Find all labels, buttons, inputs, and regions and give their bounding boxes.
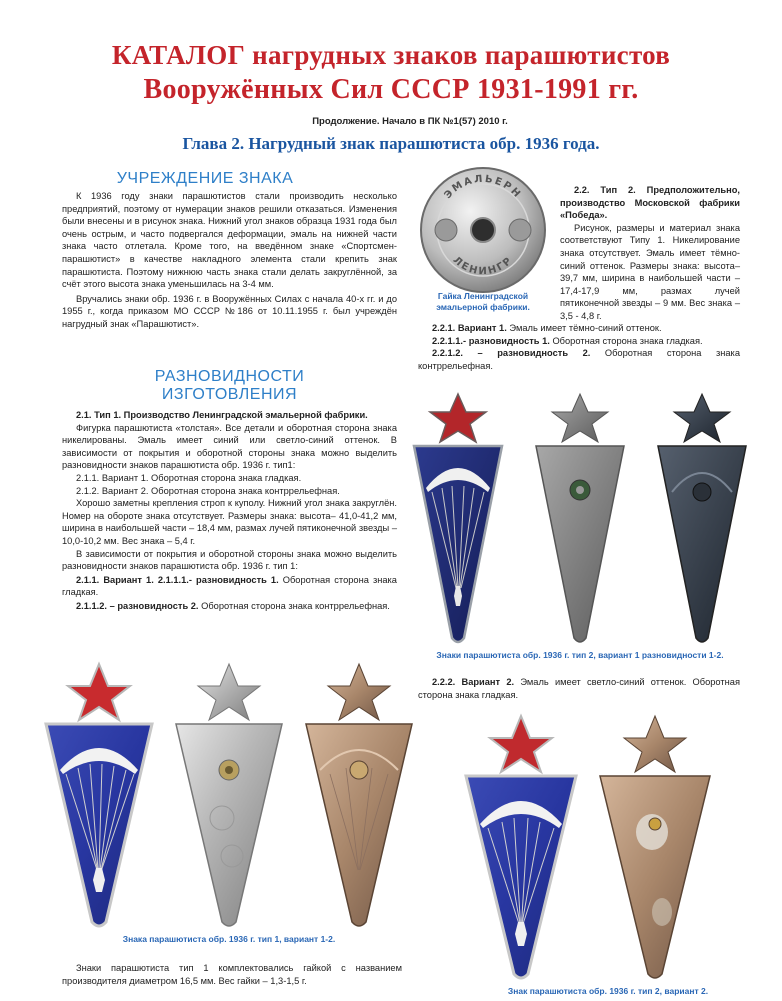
type1-paragraph-2: Хорошо заметны крепления строп к куполу. Нижний угол знака закруглён. Номер на обороте знака отсутствует. Размеры знака: высота– 41,0-41,2 мм, ширина в наибольшей части – 18,4 мм, размах лучей пятиконечной звезды – 10,0-10,2 мм. Вес знака – 5,4 г. [62,498,397,546]
type2-paragraph: Рисунок, размеры и материал знака соответствуют Типу 1. Никелирование знака отсутствует. Эмаль имеет тёмно-синий оттенок. Размеры знака: высота– 39,7 мм, ширина в наибольшей части – 17,4-17,9 мм, размах лучей пятиконечной звезды – 9 мм. Вес знака – 3,5 - 4,8 г. [560,222,740,321]
nut-text-bottom: ЛЕНИНГР [450,254,516,278]
type1-sub1-label: 2.1.1. Вариант 1. 2.1.1.1.- разновидность 1. [76,574,279,585]
badge-type1-front [40,660,158,932]
badge-type1-back-relief [300,660,418,932]
nut-text-top: ЭМАЛЬЕРН [442,173,524,202]
type2-v12-text: Оборотная сторона знака контррельефная. [418,348,740,371]
leningrad-nut-photo [418,165,548,295]
type1-paragraph-3: В зависимости от покрытия и оборотной стороны знака можно выделить разновидности знаков парашютиста обр. 1936 г. тип 1: [62,548,397,572]
badge-type2-back-relief [648,388,756,648]
establishment-paragraph-2: Вручались знаки обр. 1936 г. в Вооружённых Силах с начала 40-х гг. и до 1955 г., когда приказом МО СССР №186 от 10.11.1955 г. был учреждён нагрудный знак «Парашютист». [62,293,397,329]
caption-type2-variant2: Знак парашютиста обр. 1936 г. тип 2, вариант 2. [507,986,709,996]
badge-type2-front [404,388,512,648]
establishment-paragraph-1: К 1936 году знаки парашютистов стали производить несколько предприятий, поэтому от нумерации знаков решили отказаться. Изменения были внесены и в рисунок знака. Нижний угол знаков образца 1931 года был очень острым, и часто подвергался деформации, эмаль на нижней части знака часто отлетала. Кроме того, на введённом знаке «Спортсмен-парашютист» в качестве накладного элемента стали крепить знак парашютиста. Поэтому нижнюю часть знака стали делать закруглённой, за счёт этого высота знака уменьшилась на 3-4 мм. [62,191,397,290]
page-title-line2: Вооружённых Сил СССР 1931-1991 гг. [143,74,639,105]
badge-type2-v2-back [592,712,718,982]
type2-v1-text: Эмаль имеет тёмно-синий оттенок. [509,323,662,333]
type2-v2-text: Эмаль имеет светло-синий оттенок. Оборотная сторона знака гладкая. [418,677,740,700]
variants-text [62,409,397,613]
caption-type2-variant1: Знаки парашютиста обр. 1936 г. тип 2, вариант 1 разновидности 1-2. [436,650,724,660]
page-title-line1: КАТАЛОГ нагрудных знаков парашютистов [111,40,671,70]
establishment-text [62,190,397,331]
type1-sub2-label: 2.1.1.2. – разновидность 2. [76,600,199,611]
type2-text [560,184,740,323]
continuation-note: Продолжение. Начало в ПК №1(57) 2010 г. [312,116,508,127]
type2-v12-label: 2.2.1.2. – разновидность 2. [432,348,591,359]
badge-type2-back-smooth [526,388,634,648]
section-heading-variants [62,368,397,404]
type2-title: 2.2. Тип 2. Предположительно, производство Московской фабрики «Победа». [560,185,740,221]
type1-paragraph-1: Фигурка парашютиста «толстая». Все детали и оборотная сторона знака никелированы. Эмаль имеет синий или светло-синий оттенок. В зависимости от покрытия и оборотной стороны знака можно выделить разновидности знаков парашютиста обр. 1936 г. тип1: [62,422,397,471]
footer-paragraph: Знаки парашютиста тип 1 комплектовались гайкой с названием производителя диаметром 16,5 мм. Вес гайки – 1,3-1,5 г. [62,963,402,986]
type2-variant2-text [418,676,740,701]
type2-v1-label: 2.2.1. Вариант 1. [432,323,507,333]
nut-caption [418,291,548,313]
variants-heading-line2: ИЗГОТОВЛЕНИЯ [161,386,298,403]
nut-image [418,165,548,295]
type2-v11-text: Оборотная сторона знака гладкая. [552,335,703,346]
type2-v11-label: 2.2.1.1.- разновидность 1. [432,335,550,346]
footer-text [62,962,402,987]
type1-sub2-text: Оборотная сторона знака контррельефная. [201,600,390,611]
type1-sub1-text: Оборотная сторона знака гладкая. [62,574,397,598]
nut-caption-line1: Гайка Ленинградской [437,291,529,301]
type2-variant1-text [418,322,740,372]
type1-variant-1: 2.1.1. Вариант 1. Оборотная сторона знака гладкая. [76,472,302,483]
type1-title: 2.1. Тип 1. Производство Ленинградской эмальерной фабрики. [76,410,368,420]
badge-type1-back-smooth [170,660,288,932]
chapter-title: Глава 2. Нагрудный знак парашютиста обр. 1936 года. [182,134,600,153]
nut-caption-line2: эмальерной фабрики. [436,302,530,312]
variants-heading-line1: РАЗНОВИДНОСТИ [154,368,305,385]
section-heading-establishment: УЧРЕЖДЕНИЕ ЗНАКА [116,170,294,187]
type1-variant-2: 2.1.2. Вариант 2. Оборотная сторона знака контррельефная. [76,485,340,496]
type2-v2-label: 2.2.2. Вариант 2. [432,677,515,687]
badge-type2-v2-front [458,712,584,982]
caption-type1-variants: Знака парашютиста обр. 1936 г. тип 1, вариант 1-2. [122,934,336,944]
